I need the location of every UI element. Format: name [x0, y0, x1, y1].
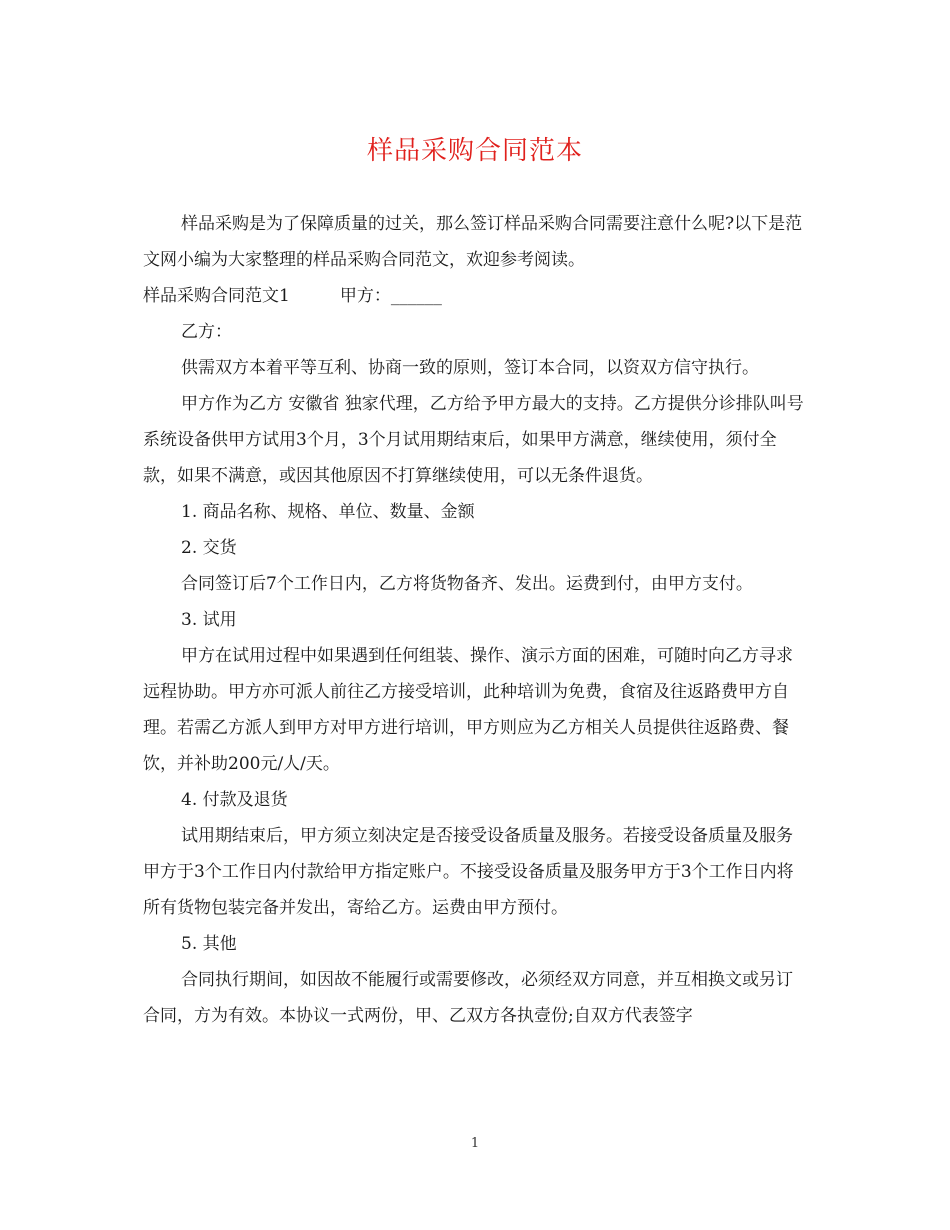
party-b-line: 乙方：	[181, 322, 232, 342]
section-3-text: 甲方在试用过程中如果遇到任何组装、操作、演示方面的困难，可随时向乙方寻求远程协助。甲方亦可派人前往乙方接受培训，此种培训为免费，食宿及往返路费甲方自理。若需乙方派人到甲方对甲方进行培训，甲方则应为乙方相关人员提供往返路费、餐饮，并补助200元/人/天。	[143, 646, 793, 774]
section-5-text: 合同执行期间，如因故不能履行或需要修改，必须经双方同意，并互相换文或另订合同，方为有效。本协议一式两份，甲、乙双方各执壹份;自双方代表签字	[143, 970, 793, 1026]
document-title: 样品采购合同范本	[366, 136, 583, 166]
paragraph-agency: 甲方作为乙方 安徽省 独家代理，乙方给予甲方最大的支持。乙方提供分诊排队叫号系统设备供甲方试用3个月，3个月试用期结束后，如果甲方满意，继续使用，须付全款，如果不满意，或因其他原因不打算继续使用，可以无条件退货。	[143, 394, 804, 486]
section-5-heading: 5. 其他	[181, 934, 237, 954]
page-number: 1	[470, 1136, 480, 1151]
party-a-line: 甲方：______	[339, 286, 442, 306]
contract-heading: 样品采购合同范文1	[143, 286, 290, 306]
section-4-text: 试用期结束后，甲方须立刻决定是否接受设备质量及服务。若接受设备质量及服务甲方于3个工作日内付款给甲方指定账户。不接受设备质量及服务甲方于3个工作日内将所有货物包装完备并发出，寄给乙方。运费由甲方预付。	[143, 826, 794, 918]
section-4-heading: 4. 付款及退货	[181, 790, 288, 810]
section-2-text: 合同签订后7个工作日内，乙方将货物备齐、发出。运费到付，由甲方支付。	[181, 574, 753, 594]
section-3-heading: 3. 试用	[181, 610, 237, 630]
intro-paragraph: 样品采购是为了保障质量的过关，那么签订样品采购合同需要注意什么呢?以下是范文网小编为大家整理的样品采购合同范文，欢迎参考阅读。	[143, 214, 803, 270]
section-2-heading: 2. 交货	[181, 538, 237, 558]
document-body	[143, 206, 807, 1034]
section-1-heading: 1. 商品名称、规格、单位、数量、金额	[181, 502, 475, 522]
contract-heading-line	[143, 278, 807, 314]
paragraph-principle: 供需双方本着平等互利、协商一致的原则，签订本合同，以资双方信守执行。	[181, 358, 759, 378]
